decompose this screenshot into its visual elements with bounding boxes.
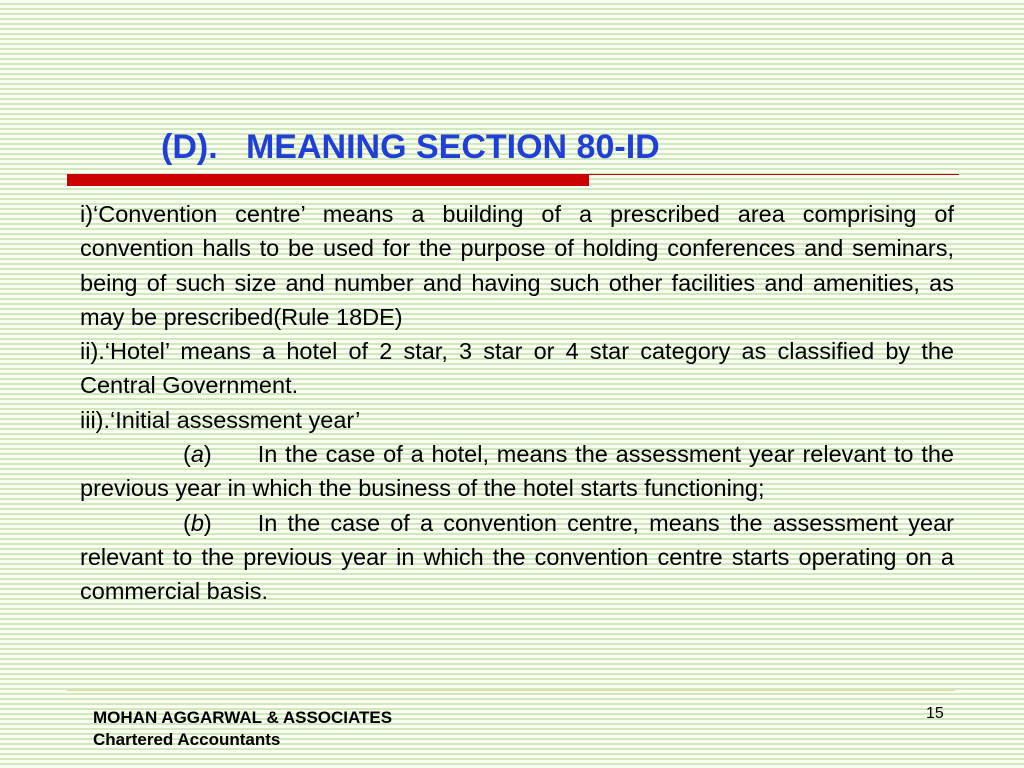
clause-a-open: ( xyxy=(183,441,191,468)
firm-subtitle: Chartered Accountants xyxy=(93,730,281,749)
definition-hotel: ii).‘Hotel’ means a hotel of 2 star, 3 star or 4 star category as classified by the Central Government. xyxy=(80,338,954,399)
definition-initial-assessment-year: iii).‘Initial assessment year’ xyxy=(80,406,361,433)
clause-a xyxy=(80,437,954,506)
footer-firm xyxy=(93,707,392,751)
clause-b-close: ) xyxy=(203,509,212,536)
clause-a-close: ) xyxy=(203,441,212,468)
clause-b xyxy=(80,506,954,609)
firm-name: MOHAN AGGARWAL & ASSOCIATES xyxy=(93,708,393,727)
slide-body xyxy=(80,197,954,609)
footer-divider xyxy=(67,690,955,691)
title-underline xyxy=(589,174,959,175)
clause-a-text: In the case of a hotel, means the assessment year relevant to the previous year in which the business of the hotel starts functioning; xyxy=(80,441,954,502)
clause-b-open: ( xyxy=(183,509,191,536)
page-number: 15 xyxy=(926,705,944,722)
title-accent-bar xyxy=(67,174,589,186)
clause-b-text: In the case of a convention centre, means the assessment year relevant to the previous year in which the convention centre starts operating on a commercial basis. xyxy=(80,509,954,605)
slide-title: (D). MEANING SECTION 80-ID xyxy=(161,128,660,166)
clause-b-letter: b xyxy=(190,509,204,536)
definition-convention-centre: i)‘Convention centre’ means a building of a prescribed area comprising of convention halls to be used for the purpose of holding conferences and seminars, being of such size and number and having such other facilities and amenities, as may be prescribed(Rule 18DE) xyxy=(80,201,954,330)
clause-a-letter: a xyxy=(190,441,204,468)
